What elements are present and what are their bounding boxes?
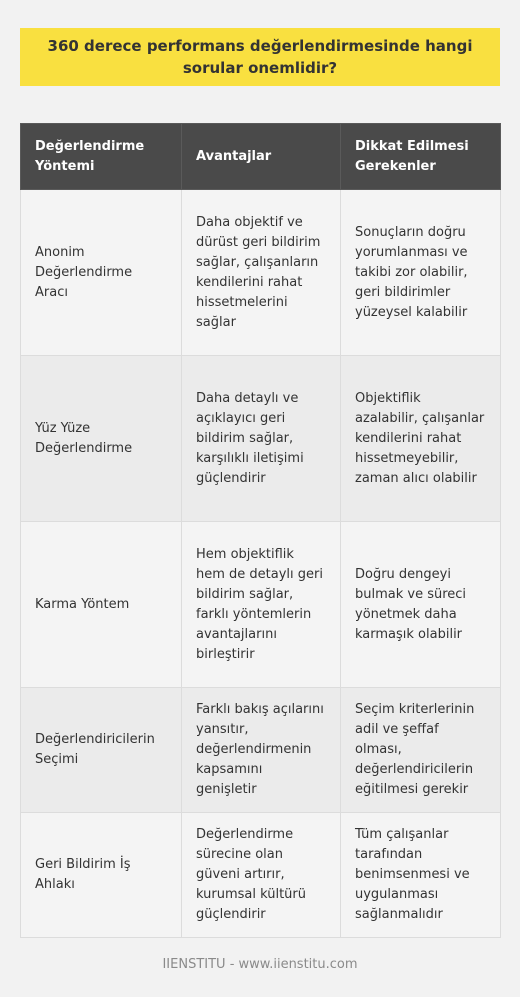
header-considerations: Dikkat Edilmesi Gerekenler bbox=[341, 124, 501, 190]
table-row bbox=[21, 688, 501, 813]
cell-advantages: Değerlendirme sürecine olan güveni artırır, kurumsal kültürü güçlendirir bbox=[182, 813, 341, 938]
cell-considerations: Objektiflik azalabilir, çalışanlar kendilerini rahat hissetmeyebilir, zaman alıcı olabilir bbox=[341, 356, 501, 522]
table-row bbox=[21, 356, 501, 522]
cell-considerations: Seçim kriterlerinin adil ve şeffaf olması, değerlendiricilerin eğitilmesi gerekir bbox=[341, 688, 501, 813]
cell-advantages: Hem objektiflik hem de detaylı geri bildirim sağlar, farklı yöntemlerin avantajlarını birleştirir bbox=[182, 522, 341, 688]
table-row bbox=[21, 813, 501, 938]
header-method: Değerlendirme Yöntemi bbox=[21, 124, 182, 190]
cell-considerations: Tüm çalışanlar tarafından benimsenmesi ve uygulanması sağlanmalıdır bbox=[341, 813, 501, 938]
table-body bbox=[21, 190, 501, 938]
table-row bbox=[21, 522, 501, 688]
cell-advantages: Farklı bakış açılarını yansıtır, değerlendirmenin kapsamını genişletir bbox=[182, 688, 341, 813]
cell-method: Geri Bildirim İş Ahlakı bbox=[21, 813, 182, 938]
page-title: 360 derece performans değerlendirmesinde hangi sorular onemlidir? bbox=[47, 37, 473, 77]
cell-considerations: Doğru dengeyi bulmak ve süreci yönetmek daha karmaşık olabilir bbox=[341, 522, 501, 688]
cell-considerations: Sonuçların doğru yorumlanması ve takibi zor olabilir, geri bildirimler yüzeysel kalabilir bbox=[341, 190, 501, 356]
title-banner bbox=[20, 28, 500, 86]
comparison-table bbox=[20, 123, 501, 938]
table-row bbox=[21, 190, 501, 356]
footer-credit: IIENSTITU - www.iienstitu.com bbox=[162, 957, 358, 972]
cell-method: Karma Yöntem bbox=[21, 522, 182, 688]
table-header-row bbox=[21, 124, 501, 190]
cell-advantages: Daha objektif ve dürüst geri bildirim sağlar, çalışanların kendilerini rahat hissetmelerini sağlar bbox=[182, 190, 341, 356]
comparison-table-container bbox=[20, 123, 500, 938]
table-header bbox=[21, 124, 501, 190]
header-advantages: Avantajlar bbox=[182, 124, 341, 190]
cell-method: Yüz Yüze Değerlendirme bbox=[21, 356, 182, 522]
cell-method: Anonim Değerlendirme Aracı bbox=[21, 190, 182, 356]
cell-advantages: Daha detaylı ve açıklayıcı geri bildirim sağlar, karşılıklı iletişimi güçlendirir bbox=[182, 356, 341, 522]
cell-method: Değerlendiricilerin Seçimi bbox=[21, 688, 182, 813]
